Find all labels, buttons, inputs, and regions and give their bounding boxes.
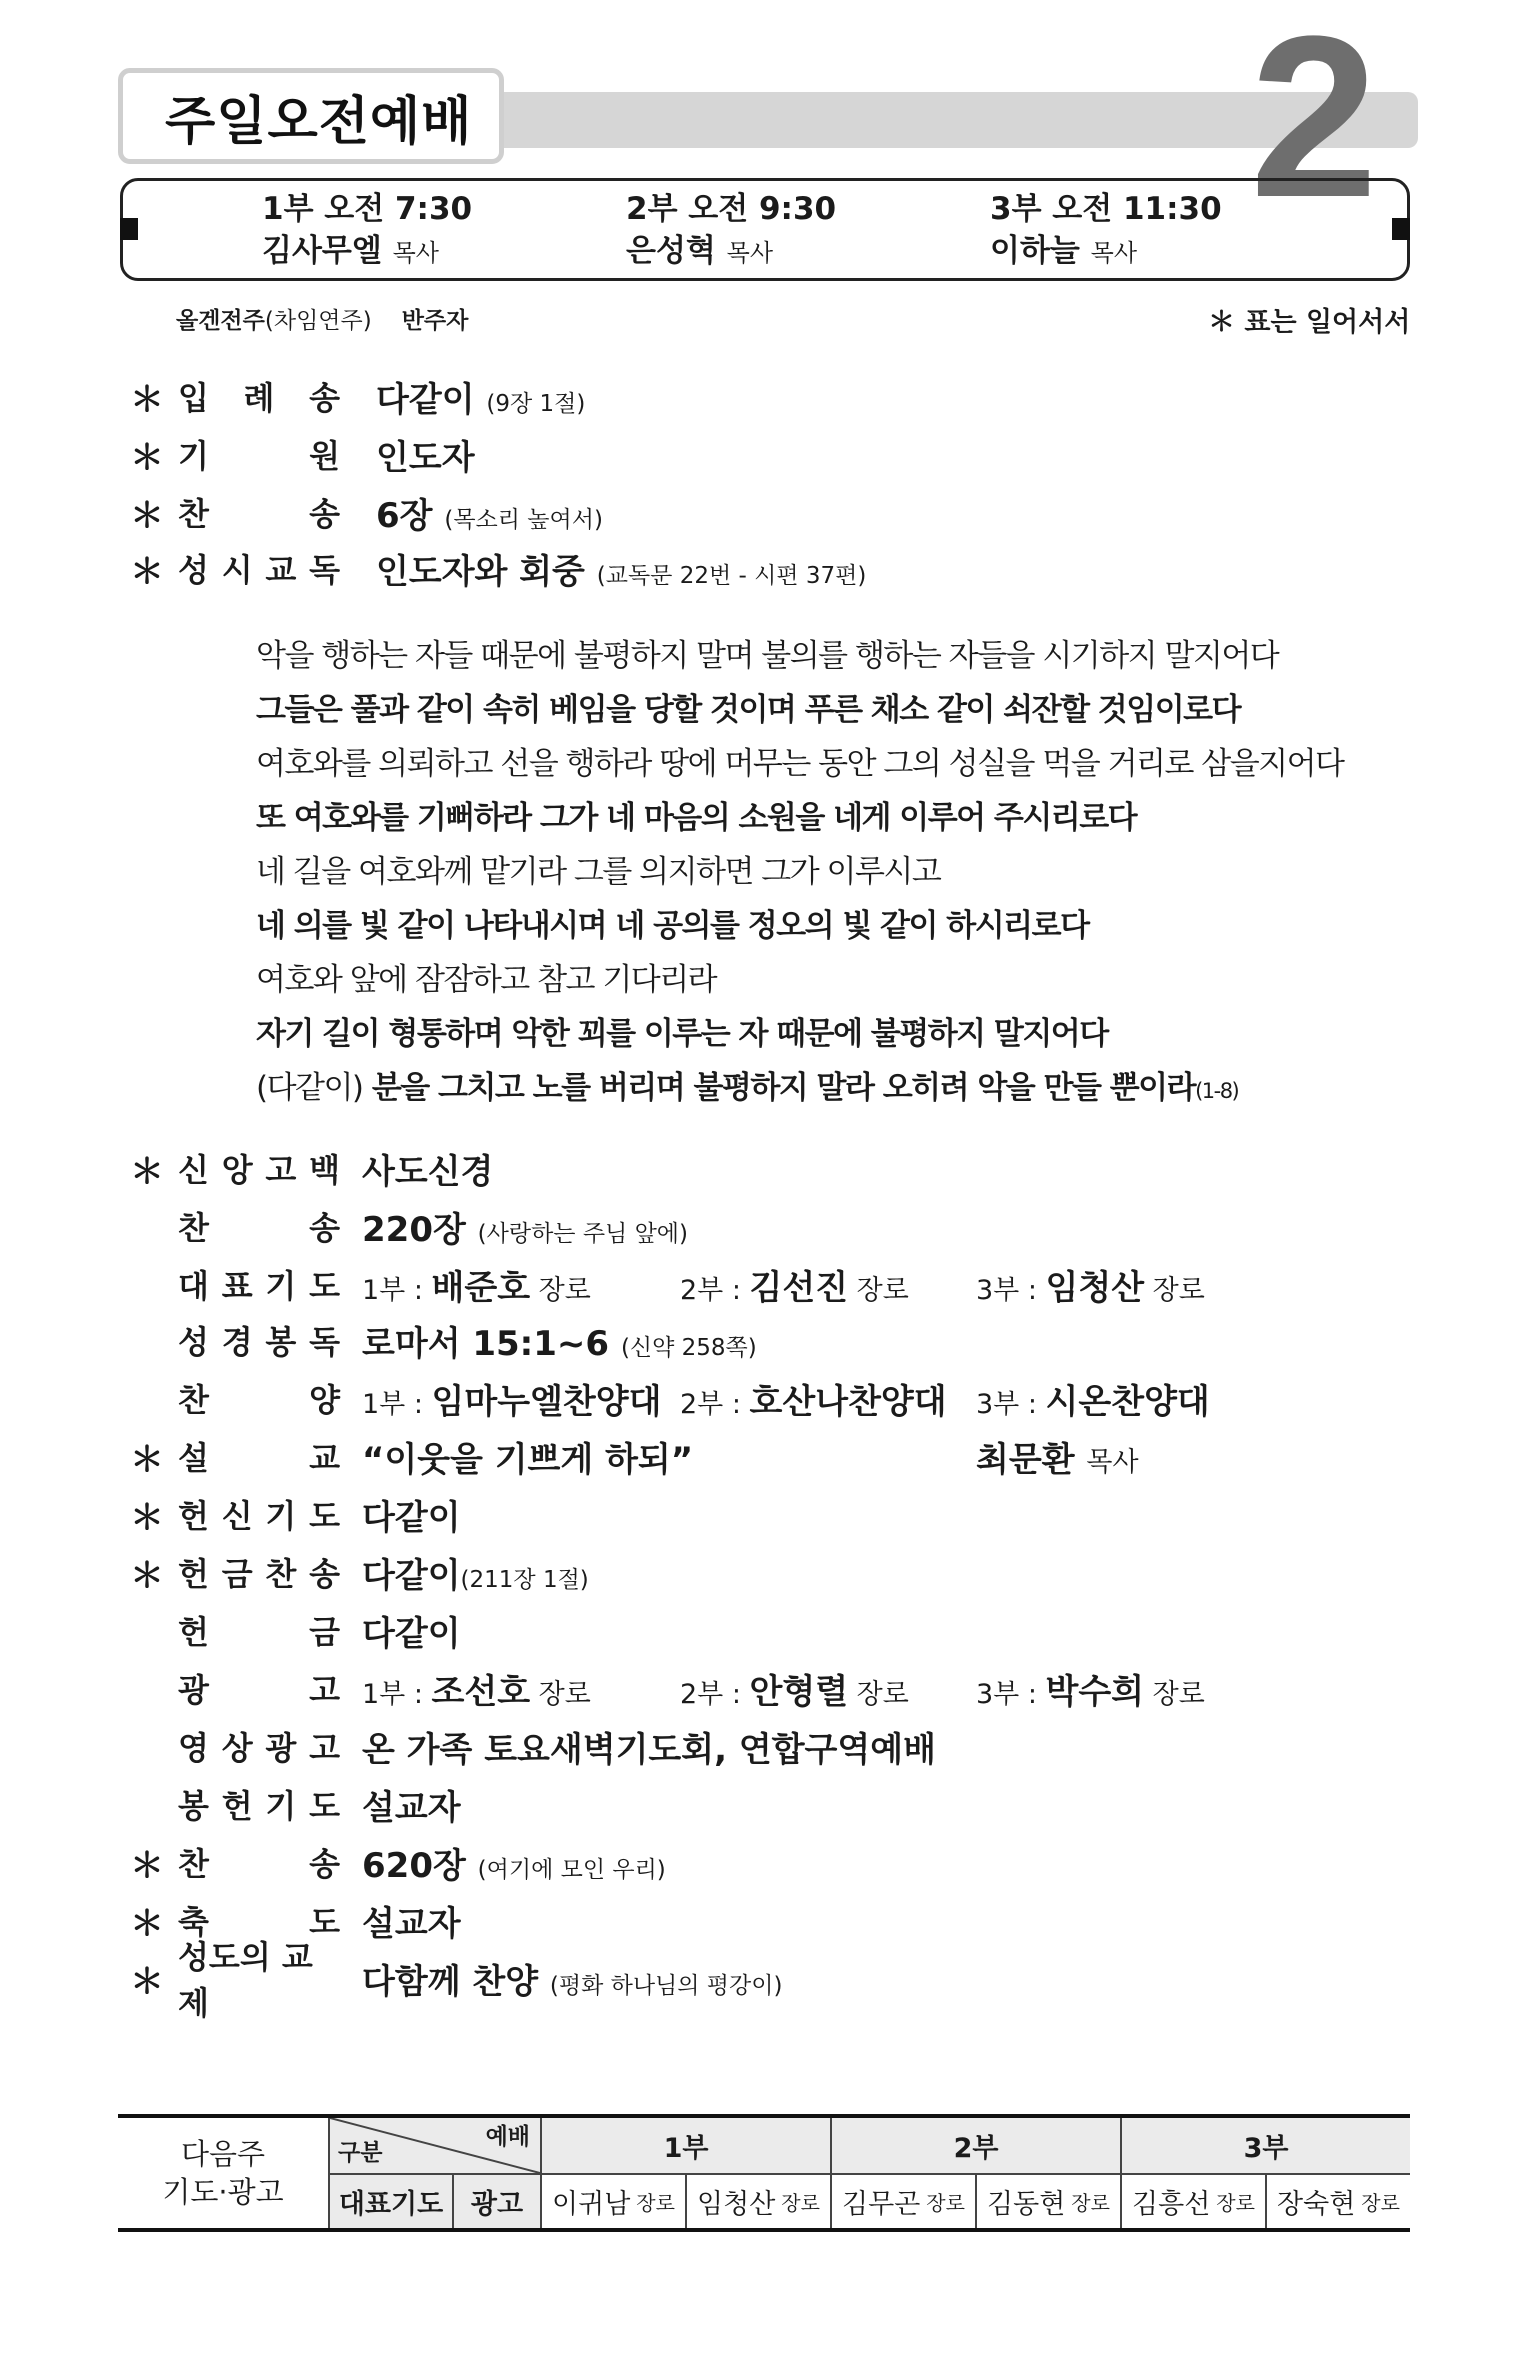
standing-mark: ＊: [130, 1903, 164, 1944]
preacher-role: 목사: [1090, 239, 1138, 267]
order-label: 헌 금: [178, 1613, 340, 1651]
prelude-line: [176, 302, 468, 335]
person-cell: 김동현 장로: [975, 2175, 1120, 2228]
sermon-title: “이웃을 기쁘게 하되”: [362, 1439, 694, 1480]
order-value: 620장: [362, 1845, 466, 1886]
standing-mark: ＊: [130, 1845, 164, 1886]
page-title-box: [118, 68, 504, 164]
choir-2: 호산나찬양대: [749, 1381, 947, 1422]
service-2: [626, 188, 836, 274]
person-cell: 김흥선 장로: [1120, 2175, 1265, 2228]
part-header: 1부: [540, 2118, 830, 2173]
order-label: 기 원: [178, 437, 340, 475]
accompanist: 반주자: [401, 308, 469, 334]
standing-mark: ＊: [130, 1961, 164, 2002]
scripture-line: 또 여호와를 기뻐하라 그가 네 마음의 소원을 네게 이루어 주시리로다: [256, 800, 1137, 836]
standing-mark: ＊: [130, 551, 164, 592]
choir-1: 임마누엘찬양대: [431, 1381, 662, 1422]
service-time: 1부 오전 7:30: [262, 191, 473, 227]
standing-mark: ＊: [130, 1151, 164, 1192]
order-label: 신 앙 고 백: [178, 1151, 340, 1189]
order-label: 광 고: [178, 1671, 340, 1709]
order-value: 온 가족 토요새벽기도회, 연합구역예배: [362, 1729, 936, 1770]
prayer-leader-2: 김선진: [749, 1267, 849, 1308]
choir-3: 시온찬양대: [1045, 1381, 1210, 1422]
page-number: 2: [1250, 0, 1378, 245]
corner-top-label: 예배: [485, 2124, 530, 2150]
preacher-role: 목사: [726, 239, 774, 267]
sermon-preacher: 최문환: [976, 1439, 1075, 1480]
order-label: 찬 송: [178, 1209, 340, 1247]
scripture-line: 그들은 풀과 같이 속히 베임을 당할 것이며 푸른 채소 같이 쇠잔할 것임이로다: [256, 692, 1241, 728]
order-value: 다함께 찬양: [362, 1961, 539, 2002]
corner-bottom-label: 구분: [338, 2140, 383, 2166]
row-label-announce: 광고: [452, 2175, 540, 2228]
next-week-title: 다음주 기도·광고: [162, 2137, 284, 2209]
order-note: (교독문 22번 - 시편 37편): [596, 562, 867, 589]
order-value: 인도자: [376, 437, 475, 478]
order-value: 다같이: [362, 1555, 461, 1596]
standing-mark: ＊: [130, 1497, 164, 1538]
scripture-line: 악을 행하는 자들 때문에 불평하지 말며 불의를 행하는 자들을 시기하지 말지어다: [256, 638, 1279, 674]
standing-mark: ＊: [130, 437, 164, 478]
order-value: 다같이: [362, 1497, 461, 1538]
order-value: 로마서 15:1~6: [362, 1323, 610, 1364]
scripture-line: 자기 길이 형통하며 악한 꾀를 이루는 자 때문에 불평하지 말지어다: [256, 1016, 1108, 1052]
order-label: 성 경 봉 독: [178, 1323, 340, 1361]
order-label: 찬 양: [178, 1381, 340, 1419]
order-label: 입 례 송: [178, 379, 340, 417]
standing-mark: ＊: [130, 379, 164, 420]
organ-note: (차임연주): [264, 308, 372, 334]
order-note: (목소리 높여서): [444, 506, 603, 533]
order-value: 다같이: [376, 379, 475, 420]
preacher-role: 목사: [392, 239, 439, 267]
order-note: (신약 258쪽): [620, 1334, 757, 1361]
order-value: 사도신경: [362, 1151, 494, 1192]
preacher-name: 김사무엘: [262, 233, 382, 269]
scripture-line-last: (다같이) 분을 그치고 노를 버리며 불평하지 말라 오히려 악을 만들 뿐이라(1-8): [256, 1070, 1239, 1106]
service-1: [262, 188, 472, 274]
order-note: (여기에 모인 우리): [477, 1856, 666, 1883]
part-header: 3부: [1120, 2118, 1410, 2173]
order-label: 대 표 기 도: [178, 1267, 340, 1305]
standing-note: ＊ 표는 일어서서: [1208, 307, 1411, 338]
order-value: 다같이: [362, 1613, 461, 1654]
order-value: 설교자: [362, 1787, 461, 1828]
organ-prelude: 올겐전주: [176, 308, 265, 334]
scripture-line: 여호와를 의뢰하고 선을 행하라 땅에 머무는 동안 그의 성실을 먹을 거리로 삼을지어다: [256, 746, 1344, 782]
announcer-2: 안형렬: [749, 1671, 849, 1712]
service-time: 3부 오전 11:30: [990, 191, 1222, 227]
announcer-3: 박수희: [1045, 1671, 1145, 1712]
prayer-leader-1: 배준호: [431, 1267, 531, 1308]
person-cell: 장숙현 장로: [1265, 2175, 1410, 2228]
order-note: (9장 1절): [486, 390, 586, 417]
scripture-line: 네 의를 빛 같이 나타내시며 네 공의를 정오의 빛 같이 하시리로다: [256, 908, 1089, 944]
page-title: 주일오전예배: [165, 91, 473, 152]
order-value: 220장: [362, 1209, 466, 1250]
order-label: 설 교: [178, 1439, 340, 1477]
standing-mark: ＊: [130, 1555, 164, 1596]
person-cell: 임청산 장로: [685, 2175, 830, 2228]
standing-mark: ＊: [130, 1439, 164, 1480]
scripture-line: 여호와 앞에 잠잠하고 참고 기다리라: [256, 962, 717, 998]
person-cell: 이귀남 장로: [540, 2175, 685, 2228]
order-label: 성도의 교제: [178, 1938, 313, 2022]
scripture-line: 네 길을 여호와께 맡기라 그를 의지하면 그가 이루시고: [256, 854, 941, 890]
standing-mark: ＊: [130, 495, 164, 536]
prayer-leader-3: 임청산: [1045, 1267, 1145, 1308]
order-note: (211장 1절): [460, 1566, 589, 1593]
row-label-prayer: 대표기도: [328, 2175, 452, 2228]
order-note: (평화 하나님의 평강이): [549, 1972, 783, 1999]
preacher-name: 이하늘: [990, 233, 1080, 269]
next-week-table: [118, 2114, 1410, 2232]
order-value: 인도자와 회중: [376, 551, 585, 592]
part-header: 2부: [830, 2118, 1120, 2173]
order-value: 설교자: [362, 1903, 461, 1944]
corner-header: [328, 2118, 540, 2173]
service-time: 2부 오전 9:30: [626, 191, 837, 227]
order-label: 성 시 교 독: [178, 551, 340, 589]
service-3: [990, 188, 1222, 274]
order-note: (사랑하는 주님 앞에): [477, 1220, 688, 1247]
order-label: 축 도: [178, 1903, 340, 1941]
preacher-name: 은성혁: [626, 233, 716, 269]
announcer-1: 조선호: [431, 1671, 531, 1712]
order-value: 6장: [376, 495, 433, 536]
order-label: 봉 헌 기 도: [178, 1787, 340, 1825]
order-label: 헌 금 찬 송: [178, 1555, 340, 1593]
box-marker-right: [1392, 218, 1410, 240]
order-label: 찬 송: [178, 1845, 340, 1883]
order-label: 찬 송: [178, 495, 340, 533]
person-cell: 김무곤 장로: [830, 2175, 975, 2228]
order-label: 영 상 광 고: [178, 1729, 340, 1767]
order-label: 헌 신 기 도: [178, 1497, 340, 1535]
box-marker-left: [120, 218, 138, 240]
